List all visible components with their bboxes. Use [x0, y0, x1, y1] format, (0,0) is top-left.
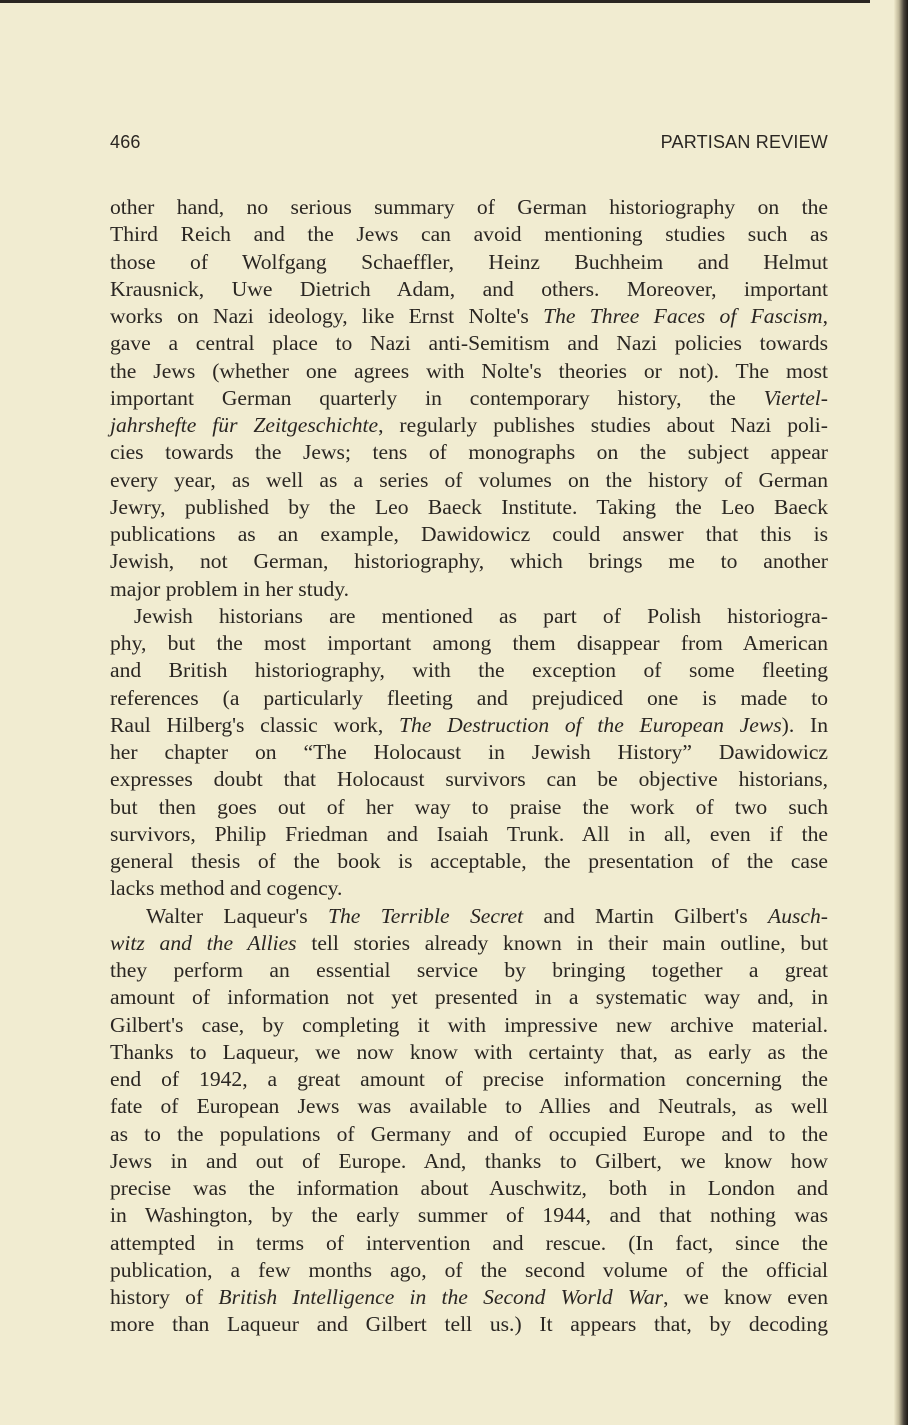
- text-run: general thesis of the book is acceptable, the presentation of the case: [110, 849, 828, 873]
- text-run: ). In: [781, 712, 828, 737]
- text-line: [110, 358, 828, 385]
- italic-title: The Terrible Secret: [328, 903, 524, 928]
- text-line: [110, 412, 828, 439]
- text-run: Walter Laqueur's: [146, 903, 328, 928]
- text-run: , we know even: [663, 1285, 828, 1309]
- text-run: expresses doubt that Holocaust survivors can be objective historians,: [110, 767, 828, 792]
- text-line: [110, 548, 828, 575]
- text-run: references (a particularly fleeting and prejudiced one is made to: [110, 685, 828, 710]
- text-run: major problem in her study.: [110, 576, 350, 601]
- text-run: Raul Hilberg's classic work,: [110, 712, 400, 737]
- text-line: [110, 1284, 828, 1311]
- body-text: [110, 194, 828, 1339]
- text-line: [110, 467, 828, 494]
- text-line: [110, 984, 828, 1011]
- text-run: Krausnick, Uwe Dietrich Adam, and others. Moreover, important: [110, 276, 828, 301]
- text-line: [110, 385, 828, 412]
- italic-title: jahrshefte für Zeitgeschichte: [110, 413, 379, 437]
- text-run: Thanks to Laqueur, we now know with certainty that, as early as the: [110, 1039, 828, 1064]
- text-run: Jewry, published by the Leo Baeck Institute. Taking the Leo Baeck: [110, 494, 828, 519]
- text-run: cies towards the Jews; tens of monographs on the subject appear: [110, 440, 828, 465]
- text-run: Jewish historians are mentioned as part of Polish historiogra-: [134, 603, 828, 628]
- text-run: as to the populations of Germany and of occupied Europe and to the: [110, 1121, 828, 1146]
- text-line: [110, 1012, 828, 1039]
- text-run: those of Wolfgang Schaeffler, Heinz Buchheim and Helmut: [110, 249, 828, 274]
- text-line: [110, 821, 828, 848]
- text-line: [110, 1311, 828, 1338]
- italic-title: The Three Faces of Fascism: [543, 304, 823, 328]
- text-line: [110, 794, 828, 821]
- text-line: [110, 957, 828, 984]
- text-run: survivors, Philip Friedman and Isaiah Trunk. All in all, even if the: [110, 821, 828, 846]
- text-run: in Washington, by the early summer of 1944, and that nothing was: [110, 1203, 828, 1228]
- text-line: [110, 1175, 828, 1202]
- running-head: PARTISAN REVIEW: [660, 132, 828, 152]
- text-line: [110, 848, 828, 875]
- text-line: [110, 630, 828, 657]
- text-line: [110, 603, 828, 630]
- text-line: [110, 303, 828, 330]
- text-run: attempted in terms of intervention and rescue. (In fact, since the: [110, 1230, 828, 1255]
- text-line: [110, 1121, 828, 1148]
- text-line: [110, 739, 828, 766]
- italic-title: witz and the Allies: [110, 930, 297, 955]
- text-run: her chapter on “The Holocaust in Jewish History” Dawidowicz: [110, 740, 828, 764]
- italic-title: British Intelligence in the Second World War: [218, 1285, 664, 1309]
- text-run: they perform an essential service by bringing together a great: [110, 958, 828, 982]
- text-run: other hand, no serious summary of German historiography on the: [110, 195, 828, 219]
- text-line: [110, 1066, 828, 1093]
- text-line: [110, 1093, 828, 1120]
- page-number: 466: [110, 132, 141, 152]
- text-line: [110, 875, 828, 902]
- text-line: [110, 1230, 828, 1257]
- text-line: [110, 330, 828, 357]
- text-line: [110, 194, 828, 221]
- text-run: publication, a few months ago, of the second volume of the official: [110, 1257, 828, 1282]
- text-run: works on Nazi ideology, like Ernst Nolte's: [110, 304, 544, 328]
- text-line: [110, 1257, 828, 1284]
- italic-title: Ausch-: [768, 903, 828, 928]
- italic-title: The Destruction of the European Jews: [399, 712, 782, 737]
- text-run: and British historiography, with the exception of some fleeting: [110, 658, 828, 683]
- text-line: [110, 1039, 828, 1066]
- text-line: [110, 1148, 828, 1175]
- text-run: Jewish, not German, historiography, which brings me to another: [110, 549, 828, 574]
- text-line: [110, 903, 828, 930]
- italic-title: Viertel-: [763, 385, 828, 410]
- top-rule: [0, 0, 870, 3]
- text-run: every year, as well as a series of volumes on the history of German: [110, 467, 828, 492]
- text-line: [110, 1202, 828, 1229]
- text-line: [110, 494, 828, 521]
- text-run: amount of information not yet presented in a systematic way and, in: [110, 985, 828, 1010]
- text-run: , regularly publishes studies about Nazi poli-: [378, 413, 828, 437]
- text-run: fate of European Jews was available to Allies and Neutrals, as well: [110, 1094, 828, 1119]
- text-line: [110, 766, 828, 793]
- text-run: lacks method and cogency.: [110, 876, 343, 901]
- page-edge-shadow: [894, 0, 908, 1425]
- text-run: history of: [110, 1285, 219, 1309]
- text-run: Third Reich and the Jews can avoid mentioning studies such as: [110, 222, 828, 247]
- text-line: [110, 276, 828, 303]
- text-run: end of 1942, a great amount of precise information concerning the: [110, 1067, 828, 1091]
- text-line: [110, 249, 828, 276]
- text-line: [110, 685, 828, 712]
- text-run: Jews in and out of Europe. And, thanks to Gilbert, we know how: [110, 1148, 828, 1173]
- text-line: [110, 576, 828, 603]
- text-run: and Martin Gilbert's: [523, 903, 769, 928]
- text-line: [110, 712, 828, 739]
- text-run: gave a central place to Nazi anti-Semitism and Nazi policies towards: [110, 331, 828, 356]
- text-run: tell stories already known in their main outline, but: [296, 930, 828, 955]
- text-run: the Jews (whether one agrees with Nolte's theories or not). The most: [110, 358, 828, 383]
- text-line: [110, 657, 828, 684]
- text-run: more than Laqueur and Gilbert tell us.) It appears that, by decoding: [110, 1312, 828, 1337]
- text-run: but then goes out of her way to praise the work of two such: [110, 794, 828, 819]
- text-line: [110, 221, 828, 248]
- text-line: [110, 521, 828, 548]
- text-run: important German quarterly in contemporary history, the: [110, 385, 764, 410]
- text-line: [110, 439, 828, 466]
- text-run: phy, but the most important among them disappear from American: [110, 631, 828, 655]
- text-run: Gilbert's case, by completing it with impressive new archive material.: [110, 1012, 828, 1037]
- text-line: [110, 930, 828, 957]
- text-run: ,: [822, 304, 828, 328]
- text-run: publications as an example, Dawidowicz could answer that this is: [110, 522, 828, 546]
- text-run: precise was the information about Auschwitz, both in London and: [110, 1176, 828, 1200]
